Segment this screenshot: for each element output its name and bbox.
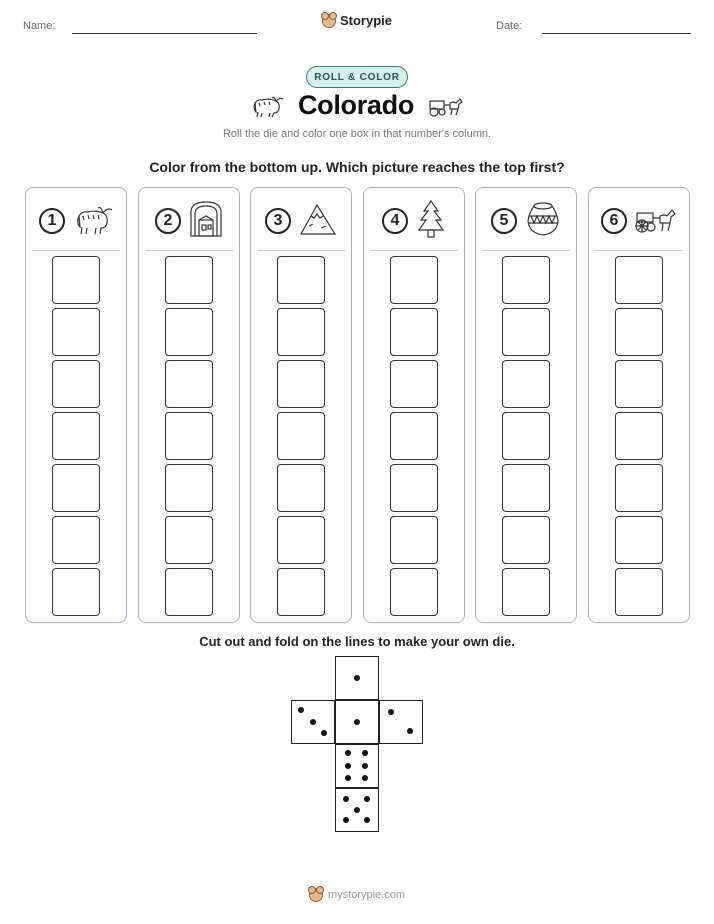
color-box[interactable] — [165, 516, 213, 564]
column-6 — [588, 187, 690, 623]
die-pip — [345, 763, 351, 769]
color-box[interactable] — [502, 568, 550, 616]
column-divider — [595, 250, 683, 251]
die-face-1 — [335, 656, 379, 700]
color-box[interactable] — [277, 308, 325, 356]
column-4 — [363, 187, 465, 623]
column-3 — [250, 187, 352, 623]
color-box[interactable] — [52, 516, 100, 564]
color-box[interactable] — [165, 412, 213, 460]
highland-cow-icon — [73, 202, 113, 241]
subtitle: Roll the die and color one box in that number's column. — [222, 128, 492, 140]
color-box[interactable] — [502, 360, 550, 408]
color-box[interactable] — [390, 412, 438, 460]
color-box[interactable] — [502, 308, 550, 356]
color-box[interactable] — [52, 360, 100, 408]
color-box[interactable] — [615, 360, 663, 408]
color-box[interactable] — [165, 464, 213, 512]
color-box[interactable] — [277, 360, 325, 408]
horse-wagon-icon — [635, 204, 677, 239]
column-divider — [257, 250, 345, 251]
color-box[interactable] — [52, 256, 100, 304]
color-box[interactable] — [52, 412, 100, 460]
color-box[interactable] — [615, 568, 663, 616]
mountain-icon — [299, 202, 337, 241]
die-pip — [362, 763, 368, 769]
color-box[interactable] — [390, 516, 438, 564]
color-box[interactable] — [277, 464, 325, 512]
color-box[interactable] — [277, 412, 325, 460]
color-box[interactable] — [502, 256, 550, 304]
die-pip — [364, 796, 370, 802]
storypie-bear-icon — [322, 14, 336, 28]
column-number: 6 — [601, 208, 627, 234]
column-number: 4 — [382, 208, 408, 234]
die-pip — [354, 675, 360, 681]
color-box[interactable] — [277, 568, 325, 616]
highland-cow-icon — [250, 93, 284, 119]
brand-logo — [0, 13, 714, 28]
die-pip — [407, 728, 413, 734]
column-header — [139, 202, 239, 240]
die-pip — [343, 796, 349, 802]
die-pip — [388, 709, 394, 715]
die-pip — [362, 775, 368, 781]
column-header — [251, 202, 351, 240]
die-caption: Cut out and fold on the lines to make your own die. — [199, 634, 515, 649]
color-box[interactable] — [390, 308, 438, 356]
color-box[interactable] — [165, 568, 213, 616]
horse-wagon-icon — [428, 93, 464, 119]
color-box[interactable] — [52, 464, 100, 512]
color-box[interactable] — [390, 568, 438, 616]
color-box[interactable] — [615, 412, 663, 460]
column-1 — [25, 187, 127, 623]
die-pip — [321, 730, 327, 736]
column-header — [589, 202, 689, 240]
page-title: Colorado — [297, 90, 415, 120]
color-box[interactable] — [502, 464, 550, 512]
die-face-5 — [335, 788, 379, 832]
roll-color-badge: ROLL & COLOR — [306, 66, 408, 88]
column-number: 1 — [39, 208, 65, 234]
column-header — [26, 202, 126, 240]
column-divider — [370, 250, 458, 251]
footer — [0, 888, 714, 902]
die-pip — [345, 750, 351, 756]
die-pip — [298, 707, 304, 713]
title-row — [0, 90, 714, 121]
die-pip — [345, 775, 351, 781]
column-2 — [138, 187, 240, 623]
die-face-6 — [335, 744, 379, 788]
die-pip — [354, 807, 360, 813]
brand-name: Storypie — [339, 13, 392, 28]
column-number: 5 — [491, 208, 517, 234]
die-pip — [362, 750, 368, 756]
footer-url[interactable]: mystorypie.com — [327, 889, 406, 901]
color-box[interactable] — [615, 308, 663, 356]
die-face-2 — [379, 700, 423, 744]
column-divider — [145, 250, 233, 251]
color-box[interactable] — [165, 256, 213, 304]
color-box[interactable] — [615, 256, 663, 304]
date-label: Date: — [496, 20, 523, 32]
color-box[interactable] — [390, 360, 438, 408]
storypie-bear-icon — [309, 888, 323, 902]
color-box[interactable] — [52, 308, 100, 356]
color-box[interactable] — [277, 256, 325, 304]
column-header — [476, 202, 576, 240]
color-box[interactable] — [390, 464, 438, 512]
color-box[interactable] — [615, 464, 663, 512]
color-box[interactable] — [277, 516, 325, 564]
color-box[interactable] — [52, 568, 100, 616]
die-pip — [343, 817, 349, 823]
color-box[interactable] — [165, 308, 213, 356]
cliff-dwelling-icon — [189, 200, 223, 243]
pine-tree-icon — [416, 199, 446, 244]
column-number: 2 — [155, 208, 181, 234]
column-number: 3 — [265, 208, 291, 234]
instruction-text: Color from the bottom up. Which picture reaches the top first? — [149, 159, 565, 175]
die-pip — [364, 817, 370, 823]
die-pip — [310, 719, 316, 725]
die-pip — [354, 719, 360, 725]
column-header — [364, 202, 464, 240]
name-line[interactable] — [72, 33, 257, 34]
date-line[interactable] — [542, 33, 691, 34]
color-box[interactable] — [390, 256, 438, 304]
color-box[interactable] — [502, 516, 550, 564]
column-divider — [482, 250, 570, 251]
color-box[interactable] — [615, 516, 663, 564]
color-box[interactable] — [165, 360, 213, 408]
die-face-1 — [335, 700, 379, 744]
pottery-icon — [525, 201, 561, 242]
column-divider — [32, 250, 120, 251]
color-box[interactable] — [502, 412, 550, 460]
die-face-3 — [291, 700, 335, 744]
column-5 — [475, 187, 577, 623]
name-label: Name: — [23, 20, 56, 32]
